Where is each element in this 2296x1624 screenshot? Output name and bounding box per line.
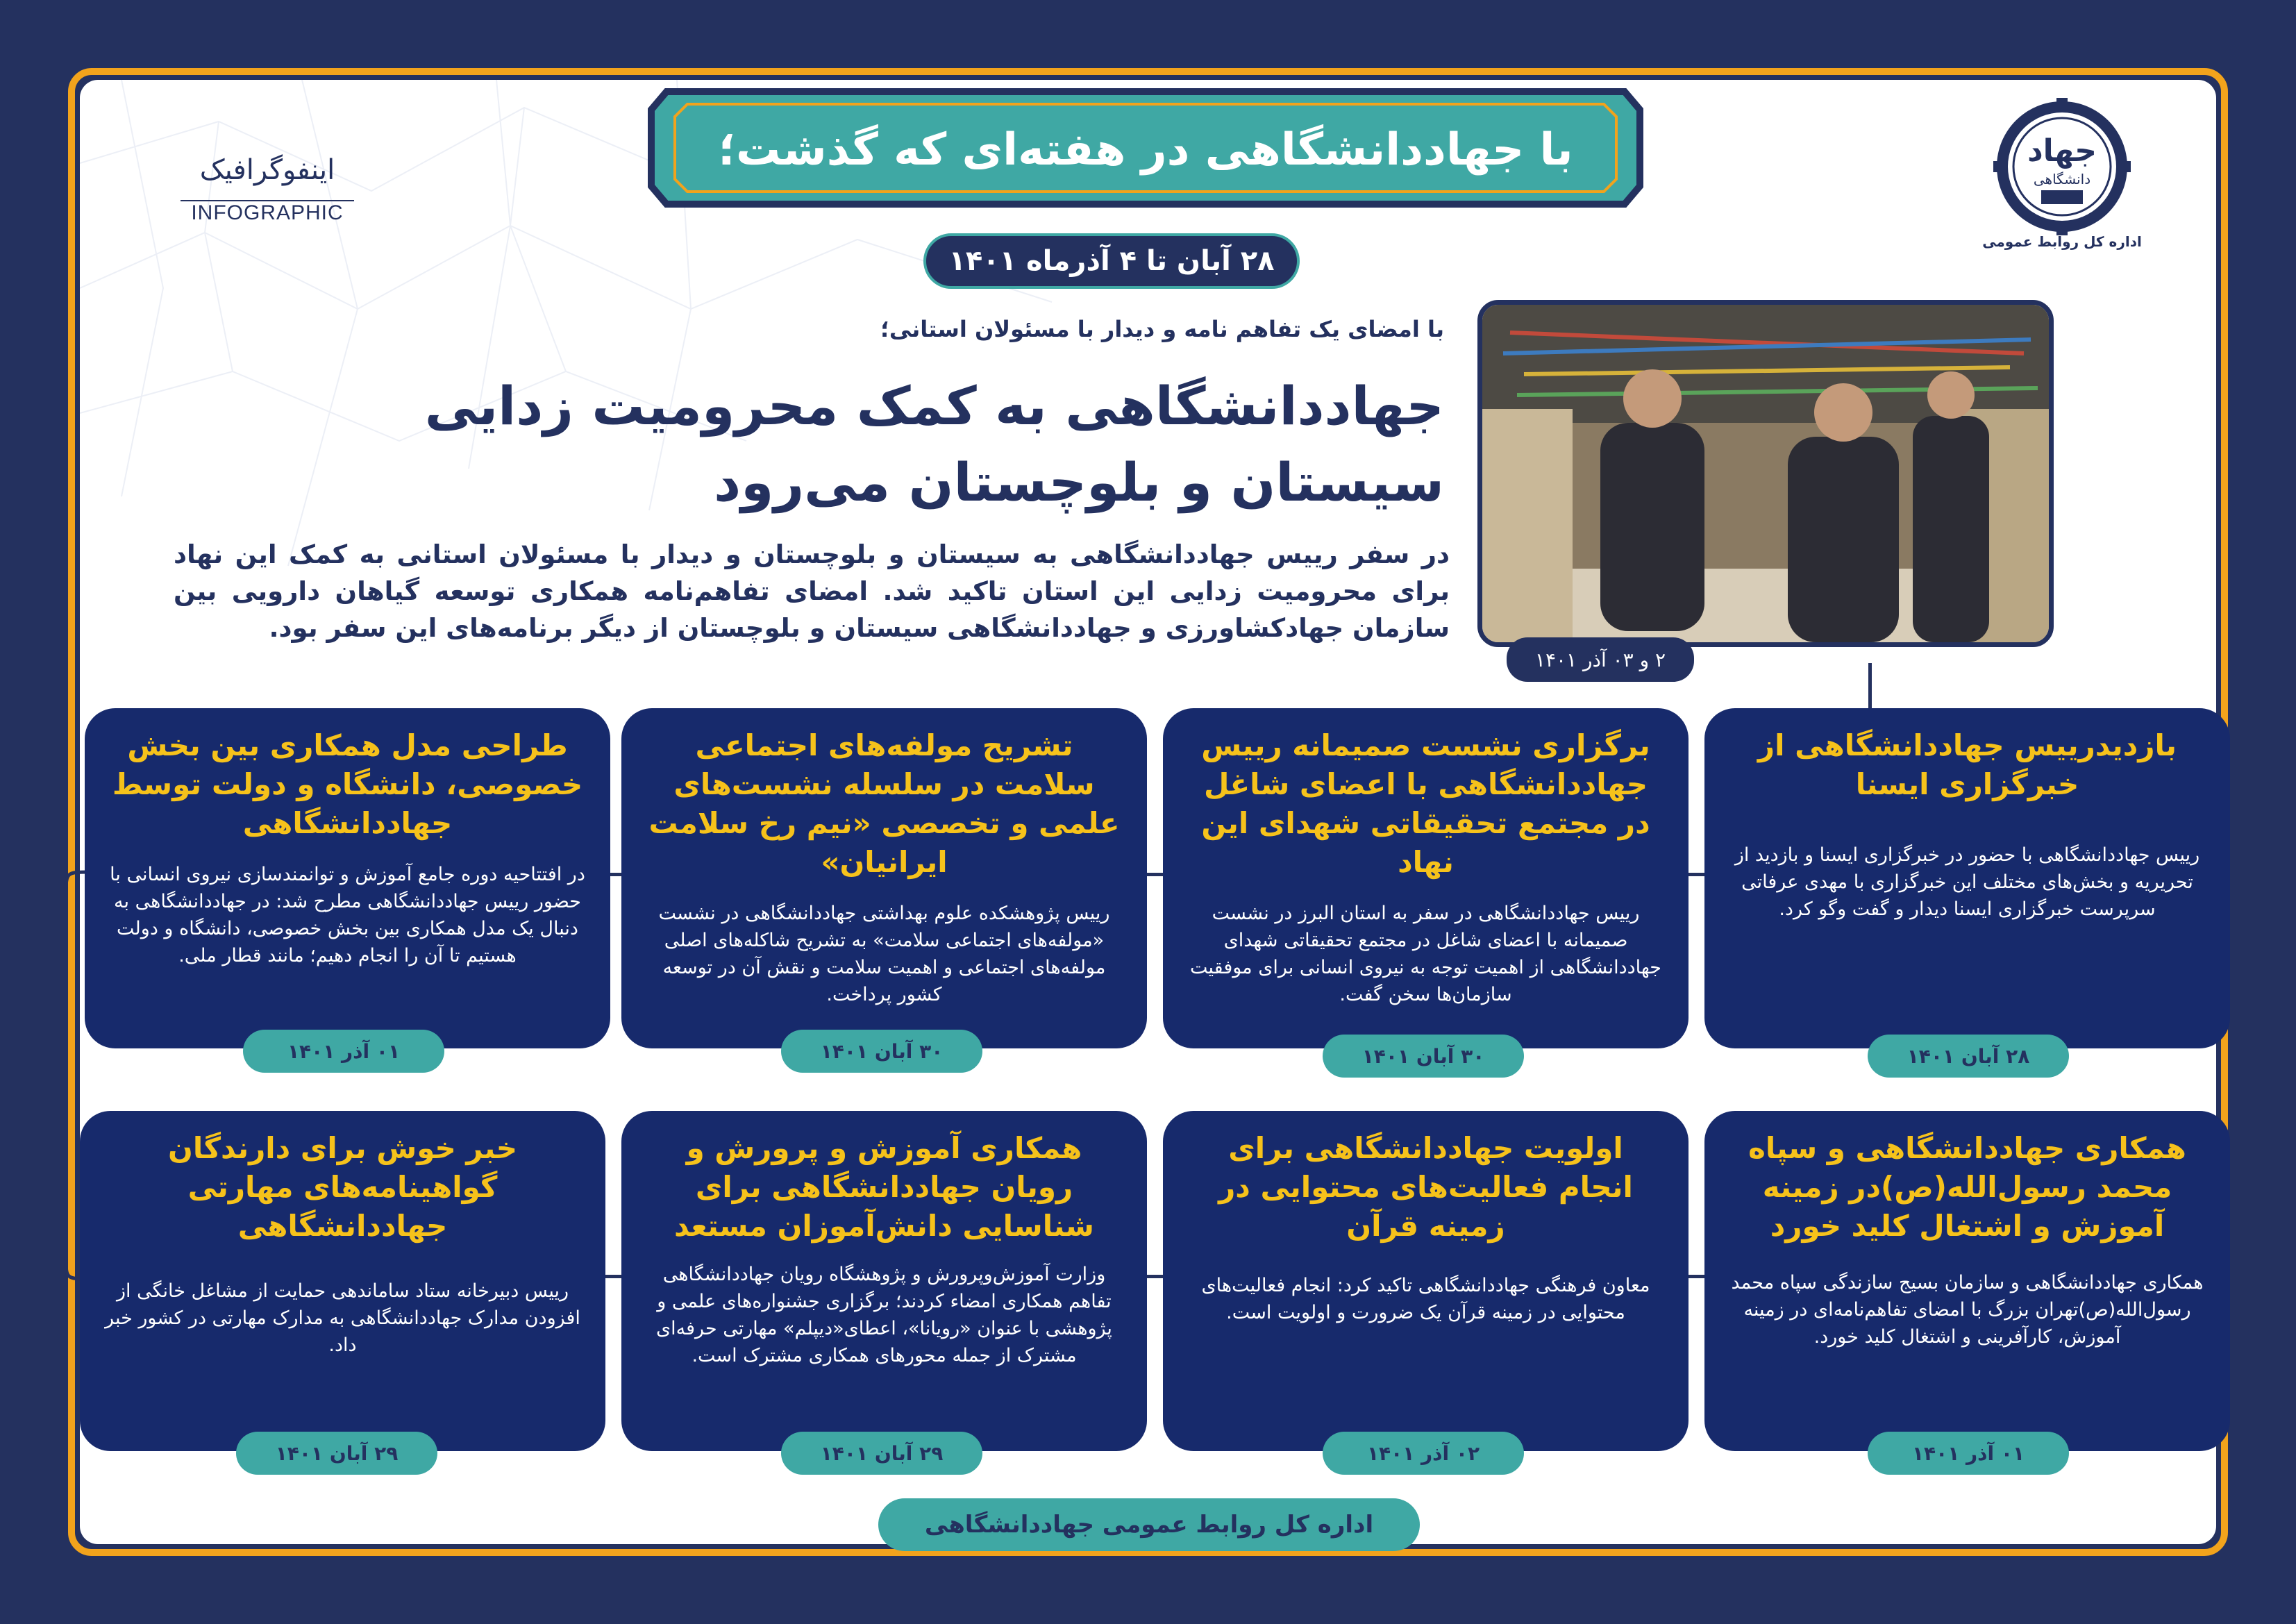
- news-card-body: همکاری جهاددانشگاهی و سازمان بسیج سازندگی سپاه محمد رسول‌الله(ص)تهران بزرگ با امضای تفاهم‌نامه‌ای در زمینه آموزش، کارآفرینی و اشتغال کلید خورد.: [1731, 1272, 2204, 1348]
- timeline-connector: [1868, 663, 1872, 712]
- news-card-date: ۲۹ آبان ۱۴۰۱: [236, 1432, 437, 1475]
- visit-photo-image: [1482, 305, 2049, 642]
- news-card-body: رییس پژوهشکده علوم بهداشتی جهاددانشگاهی در نشست «مولفه‌های اجتماعی سلامت» به تشریح شاکله‌های اصلی مولفه‌های اجتماعی و اهمیت سلامت و نقش آن در توسعه کشور پرداخت.: [658, 903, 1110, 1005]
- news-card-body: در افتتاحیه دوره جامع آموزش و توانمندسازی نیروی انسانی با حضور رییس جهاددانشگاهی مطرح شد: در جهاددانشگاهی به دنبال یک مدل همکاری بین بخش خصوصی، دانشگاه و دولت هستیم تا آن را انجام دهیم؛ مانند قطار ملی.: [110, 864, 585, 966]
- title-banner: [646, 82, 1645, 214]
- news-card: [85, 708, 610, 1048]
- news-card-date: ۰۱ آذر ۱۴۰۱: [1868, 1432, 2069, 1475]
- news-card-title: همکاری آموزش و پرورش و رویان جهاددانشگاهی برای شناسایی دانش‌آموزان مستعد: [674, 1131, 1094, 1243]
- lead-body: در سفر رییس جهاددانشگاهی به سیستان و بلوچستان و دیدار با مسئولان استانی به کمک این نهاد برای محرومیت زدایی این استان تاکید شد. امضای تفاهم‌نامه همکاری توسعه گیاهان دارویی بین سازمان جهادکشاورزی و جهاددانشگاهی سیستان و بلوچستان از دیگر برنامه‌های این سفر بود.: [174, 539, 1450, 643]
- logo-caption: اداره کل روابط عمومی: [1982, 233, 2142, 250]
- svg-text:دانشگاهی: دانشگاهی: [2033, 171, 2091, 187]
- news-card-body: معاون فرهنگی جهاددانشگاهی تاکید کرد: انجام فعالیت‌های محتوایی در زمینه قرآن یک ضرورت و اولویت است.: [1201, 1275, 1650, 1323]
- news-card-date: ۲۹ آبان ۱۴۰۱: [781, 1432, 982, 1475]
- footer-badge: اداره کل روابط عمومی جهاددانشگاهی: [878, 1498, 1420, 1551]
- jahad-logo-icon: [1993, 97, 2131, 236]
- svg-text:جهاد: جهاد: [2027, 133, 2097, 169]
- lead-headline: [139, 368, 1444, 521]
- news-card-body: رییس جهاددانشگاهی با حضور در خبرگزاری ایسنا و بازدید از تحریریه و بخش‌های مختلف این خبرگزاری با مهدی عرفاتی سرپرست خبرگزاری ایسنا دیدار و گفت وگو کرد.: [1734, 844, 2200, 920]
- news-card-title: اولویت جهاددانشگاهی برای انجام فعالیت‌های محتوایی در زمینه قرآن: [1218, 1131, 1633, 1243]
- news-card-date: ۰۱ آذر ۱۴۰۱: [243, 1030, 444, 1073]
- page-title: با جهاددانشگاهی در هفته‌ای که گذشت؛: [718, 124, 1573, 176]
- news-card: [1704, 1111, 2230, 1451]
- infographic-label-fa: اینفوگرافیک: [199, 154, 335, 186]
- news-card-title: بازدیدرییس جهاددانشگاهی از خبرگزاری ایسنا: [1757, 728, 2177, 801]
- lead-headline-line1: جهاددانشگاهی به کمک محرومیت زدایی: [424, 375, 1444, 437]
- news-card: [1704, 708, 2230, 1048]
- infographic-label-en: INFOGRAPHIC: [181, 200, 354, 225]
- news-card-body: وزارت آموزش‌وپرورش و پژوهشگاه رویان جهاددانشگاهی تفاهم همکاری امضاء کردند؛ برگزاری جشنواره‌های علمی و پژوهشی با عنوان «رویانا»، اعطای«دیپلم» مهارتی حرفه‌ای مشترک از جمله محورهای همکاری مشترک است.: [656, 1264, 1112, 1366]
- news-card-title: تشریح مولفه‌های اجتماعی سلامت در سلسله نشست‌های علمی و تخصصی «نیم رخ سلامت ایرانیان»: [648, 728, 1120, 879]
- lead-kicker: با امضای یک تفاهم نامه و دیدار با مسئولان استانی؛: [880, 316, 1444, 342]
- news-card-title: خبر خوش برای دارندگان گواهینامه‌های مهارتی جهاددانشگاهی: [168, 1131, 517, 1243]
- news-card-date: ۲۸ آبان ۱۴۰۱: [1868, 1035, 2069, 1078]
- lead-headline-line2: سیستان و بلوچستان می‌رود: [714, 451, 1444, 513]
- news-card-title: طراحی مدل همکاری بین بخش خصوصی، دانشگاه و دولت توسط جهاددانشگاهی: [112, 728, 583, 840]
- news-card: [621, 708, 1147, 1048]
- news-card-body: رییس جهاددانشگاهی در سفر به استان البرز در نشست صمیمانه با اعضای شاغل در مجتمع تحقیقاتی شهدای جهاددانشگاهی از اهمیت توجه به نیروی انسانی برای موفقیت سازمان‌ها سخن گفت.: [1190, 903, 1661, 1005]
- news-card-date: ۰۲ آذر ۱۴۰۱: [1323, 1432, 1524, 1475]
- news-card: [1163, 1111, 1689, 1451]
- news-card: [1163, 708, 1689, 1048]
- lead-photo-date: ۲ و ۰۳ آذر ۱۴۰۱: [1507, 637, 1694, 682]
- news-card-date: ۳۰ آبان ۱۴۰۱: [781, 1030, 982, 1073]
- news-card-title: همکاری جهاددانشگاهی و سپاه محمد رسول‌الله(ص)در زمینه آموزش و اشتغال کلید خورد: [1748, 1131, 2186, 1243]
- news-card-body: رییس دبیرخانه ستاد ساماندهی حمایت از مشاغل خانگی از افزودن مدارک جهاددانشگاهی به مدارک مهارتی در کشور خبر داد.: [105, 1280, 580, 1356]
- news-card: [80, 1111, 605, 1451]
- lead-photo: [1477, 300, 2054, 647]
- news-card: [621, 1111, 1147, 1451]
- news-card-date: ۳۰ آبان ۱۴۰۱: [1323, 1035, 1524, 1078]
- news-card-title: برگزاری نشست صمیمانه رییس جهاددانشگاهی با اعضای شاغل در مجتمع تحقیقاتی شهدای این نهاد: [1201, 728, 1650, 879]
- date-range-badge: ۲۸ آبان تا ۴ آذرماه ۱۴۰۱: [923, 233, 1300, 289]
